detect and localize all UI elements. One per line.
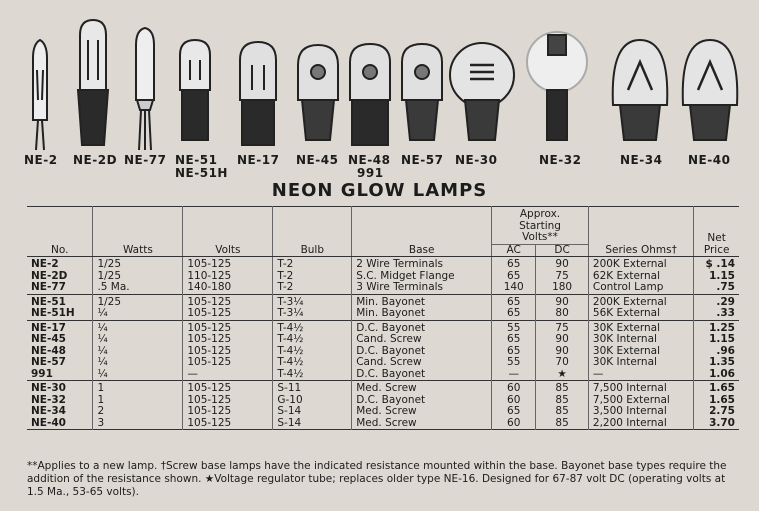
cell-base: D.C. Bayonet	[352, 320, 492, 334]
cell-bulb: T-2	[273, 271, 352, 283]
cell-ohms: 7,500 Internal	[588, 381, 693, 395]
cell-ohms: 7,500 External	[588, 395, 693, 407]
cell-bulb: T-4½	[273, 320, 352, 334]
table-row	[27, 334, 739, 346]
cell-base: D.C. Bayonet	[352, 346, 492, 358]
cell-watts: ¼	[93, 308, 183, 320]
cell-ohms: 62K External	[588, 271, 693, 283]
cell-dc: 85	[536, 418, 589, 430]
cell-price: 1.06	[694, 369, 739, 381]
cell-ohms: 3,500 Internal	[588, 406, 693, 418]
lamp-label: NE-17	[237, 153, 280, 167]
cell-no: NE-57	[31, 356, 66, 368]
cell-no: NE-77	[31, 281, 66, 293]
cell-watts: ¼	[93, 334, 183, 346]
cell-watts: .5 Ma.	[93, 282, 183, 294]
cell-ac: 60	[492, 381, 536, 395]
cell-ac: 65	[492, 334, 536, 346]
row-group	[27, 257, 739, 295]
header-watts: Watts	[93, 244, 183, 257]
cell-bulb: S-11	[273, 381, 352, 395]
cell-volts: 105-125	[183, 395, 273, 407]
cell-ac: 55	[492, 320, 536, 334]
cell-dc: 75	[536, 271, 589, 283]
cell-bulb: S-14	[273, 418, 352, 430]
cell-ac: 65	[492, 346, 536, 358]
header-net: Net	[694, 207, 739, 245]
cell-price: 3.70	[694, 418, 739, 430]
cell-dc: 85	[536, 381, 589, 395]
cell-volts: 105-125	[183, 381, 273, 395]
table-row	[27, 282, 739, 294]
cell-volts: 105-125	[183, 334, 273, 346]
cell-bulb: T-4½	[273, 357, 352, 369]
cell-no: NE-48	[31, 344, 66, 357]
cell-bulb: G-10	[273, 395, 352, 407]
cell-dc: ★	[536, 369, 589, 381]
cell-no: NE-2D	[31, 269, 68, 282]
lamp-ne2-image	[33, 40, 47, 150]
cell-price: 1.65	[694, 395, 739, 407]
lamp-ne57-image	[402, 44, 442, 140]
header-base: Base	[352, 244, 492, 257]
cell-base: Min. Bayonet	[352, 294, 492, 308]
cell-volts: 105-125	[183, 294, 273, 308]
cell-no: NE-17	[31, 321, 66, 334]
cell-watts: 1/25	[93, 294, 183, 308]
header-approx: Approx.	[519, 208, 561, 220]
cell-volts: 110-125	[183, 271, 273, 283]
cell-dc: 80	[536, 308, 589, 320]
cell-ac: 60	[492, 395, 536, 407]
cell-ac: 55	[492, 357, 536, 369]
cell-watts: 3	[93, 418, 183, 430]
lamp-label: NE-57	[401, 153, 444, 167]
header-series-ohms: Series Ohms†	[588, 244, 693, 257]
lamp-label: NE-45	[296, 153, 339, 167]
cell-dc: 90	[536, 294, 589, 308]
cell-dc: 90	[536, 257, 589, 271]
cell-watts: 1	[93, 381, 183, 395]
lamp-spec-table	[27, 206, 739, 430]
cell-ohms: 200K External	[588, 257, 693, 271]
table-row	[27, 381, 739, 395]
lamp-ne48-image	[350, 44, 390, 145]
cell-watts: ¼	[93, 346, 183, 358]
cell-watts: ¼	[93, 320, 183, 334]
cell-base: Med. Screw	[352, 381, 492, 395]
cell-base: Med. Screw	[352, 406, 492, 418]
table-row	[27, 257, 739, 271]
cell-volts: 105-125	[183, 357, 273, 369]
cell-ac: 60	[492, 418, 536, 430]
cell-dc: 90	[536, 334, 589, 346]
cell-dc: 70	[536, 357, 589, 369]
header-bulb: Bulb	[273, 244, 352, 257]
cell-ohms: 30K Internal	[588, 357, 693, 369]
cell-watts: 2	[93, 406, 183, 418]
cell-price: 1.15	[694, 334, 739, 346]
cell-base: S.C. Midget Flange	[352, 271, 492, 283]
cell-ohms: —	[588, 369, 693, 381]
cell-volts: 105-125	[183, 346, 273, 358]
cell-volts: 105-125	[183, 308, 273, 320]
cell-price: .29	[694, 294, 739, 308]
lamp-label: NE-2	[24, 153, 58, 167]
lamp-label: NE-77	[124, 153, 167, 167]
lamp-label: NE-30	[455, 153, 498, 167]
cell-base: Cand. Screw	[352, 357, 492, 369]
cell-no: NE-40	[31, 416, 66, 429]
cell-volts: 105-125	[183, 406, 273, 418]
cell-watts: 1	[93, 395, 183, 407]
table-row	[27, 357, 739, 369]
cell-watts: ¼	[93, 357, 183, 369]
cell-dc: 85	[536, 395, 589, 407]
cell-price: .33	[694, 308, 739, 320]
cell-bulb: T-2	[273, 257, 352, 271]
cell-volts: —	[183, 369, 273, 381]
cell-price: 1.35	[694, 357, 739, 369]
cell-bulb: T-3¼	[273, 294, 352, 308]
cell-no: 991	[31, 367, 53, 380]
cell-ac: 65	[492, 294, 536, 308]
header-starting: Starting	[519, 219, 561, 232]
header-ac: AC	[492, 244, 536, 257]
cell-dc: 85	[536, 406, 589, 418]
cell-dc: 90	[536, 346, 589, 358]
cell-volts: 105-125	[183, 418, 273, 430]
cell-ohms: 30K External	[588, 320, 693, 334]
cell-no: NE-32	[31, 393, 66, 406]
table-row	[27, 406, 739, 418]
lamp-ne32-image	[527, 32, 587, 140]
lamp-label: NE-32	[539, 153, 582, 167]
cell-ohms: 56K External	[588, 308, 693, 320]
cell-price: $ .14	[694, 257, 739, 271]
cell-base: Med. Screw	[352, 418, 492, 430]
header-volts: Volts	[183, 244, 273, 257]
lamp-label: NE-40	[688, 153, 731, 167]
row-group	[27, 320, 739, 381]
header-no: No.	[27, 244, 93, 257]
lamp-ne40-image	[683, 40, 738, 140]
cell-ac: 65	[492, 271, 536, 283]
lamp-ne77-image	[136, 28, 154, 150]
cell-no: NE-45	[31, 333, 66, 345]
cell-no: NE-34	[31, 405, 66, 417]
table-row	[27, 418, 739, 430]
header-volts-starred: Volts**	[522, 231, 558, 243]
row-group	[27, 294, 739, 320]
cell-ohms: Control Lamp	[588, 282, 693, 294]
cell-no: NE-51H	[31, 307, 75, 319]
lamp-label: NE-34	[620, 153, 663, 167]
lamp-ne51-image	[180, 40, 210, 140]
lamp-ne17-image	[240, 42, 276, 145]
cell-watts: ¼	[93, 369, 183, 381]
cell-ohms: 2,200 Internal	[588, 418, 693, 430]
table-row	[27, 320, 739, 334]
cell-no: NE-51	[31, 295, 66, 308]
cell-price: .96	[694, 346, 739, 358]
cell-bulb: S-14	[273, 406, 352, 418]
cell-price: 2.75	[694, 406, 739, 418]
cell-ohms: 30K External	[588, 346, 693, 358]
cell-volts: 140-180	[183, 282, 273, 294]
cell-bulb: T-3¼	[273, 308, 352, 320]
row-group	[27, 381, 739, 430]
lamp-ne30-image	[450, 43, 514, 140]
cell-bulb: T-2	[273, 282, 352, 294]
table-row	[27, 294, 739, 308]
page-title: NEON GLOW LAMPS	[271, 180, 488, 201]
cell-volts: 105-125	[183, 320, 273, 334]
cell-dc: 180	[536, 282, 589, 294]
lamp-ne34-image	[613, 40, 668, 140]
cell-base: 3 Wire Terminals	[352, 282, 492, 294]
cell-volts: 105-125	[183, 257, 273, 271]
lamp-label: NE-48	[348, 153, 391, 167]
cell-ac: 65	[492, 257, 536, 271]
lamp-label: NE-2D	[73, 153, 118, 167]
cell-ohms: 200K External	[588, 294, 693, 308]
header-dc: DC	[536, 244, 589, 257]
cell-watts: 1/25	[93, 257, 183, 271]
cell-base: Cand. Screw	[352, 334, 492, 346]
cell-price: .75	[694, 282, 739, 294]
cell-ac: 65	[492, 406, 536, 418]
table-row	[27, 369, 739, 381]
cell-price: 1.15	[694, 271, 739, 283]
lamp-label: NE-51H	[175, 166, 228, 180]
footnote: **Applies to a new lamp. †Screw base lamps have the indicated resistance mounted within the base. Bayonet base types require the addition of the resistance shown. ★Voltage regulator tube; replaces older type NE-16. Designed for 67-87 volt DC (operating volts at 1.5 Ma., 53-65 volts).	[27, 460, 727, 498]
lamp-ne45-image	[298, 45, 338, 140]
cell-no: NE-2	[31, 258, 59, 270]
cell-dc: 75	[536, 320, 589, 334]
cell-price: 1.65	[694, 381, 739, 395]
header-price: Price	[694, 244, 739, 257]
cell-no: NE-30	[31, 382, 66, 394]
lamp-label: 991	[357, 166, 384, 180]
cell-ac: —	[492, 369, 536, 381]
cell-base: Min. Bayonet	[352, 308, 492, 320]
cell-bulb: T-4½	[273, 334, 352, 346]
lamp-ne2d-image	[78, 20, 108, 145]
cell-base: D.C. Bayonet	[352, 395, 492, 407]
cell-bulb: T-4½	[273, 346, 352, 358]
cell-base: D.C. Bayonet	[352, 369, 492, 381]
cell-ac: 65	[492, 308, 536, 320]
cell-price: 1.25	[694, 320, 739, 334]
lamp-label: NE-51	[175, 153, 218, 167]
cell-bulb: T-4½	[273, 369, 352, 381]
table-row	[27, 308, 739, 320]
cell-watts: 1/25	[93, 271, 183, 283]
cell-base: 2 Wire Terminals	[352, 257, 492, 271]
cell-ohms: 30K Internal	[588, 334, 693, 346]
cell-ac: 140	[492, 282, 536, 294]
